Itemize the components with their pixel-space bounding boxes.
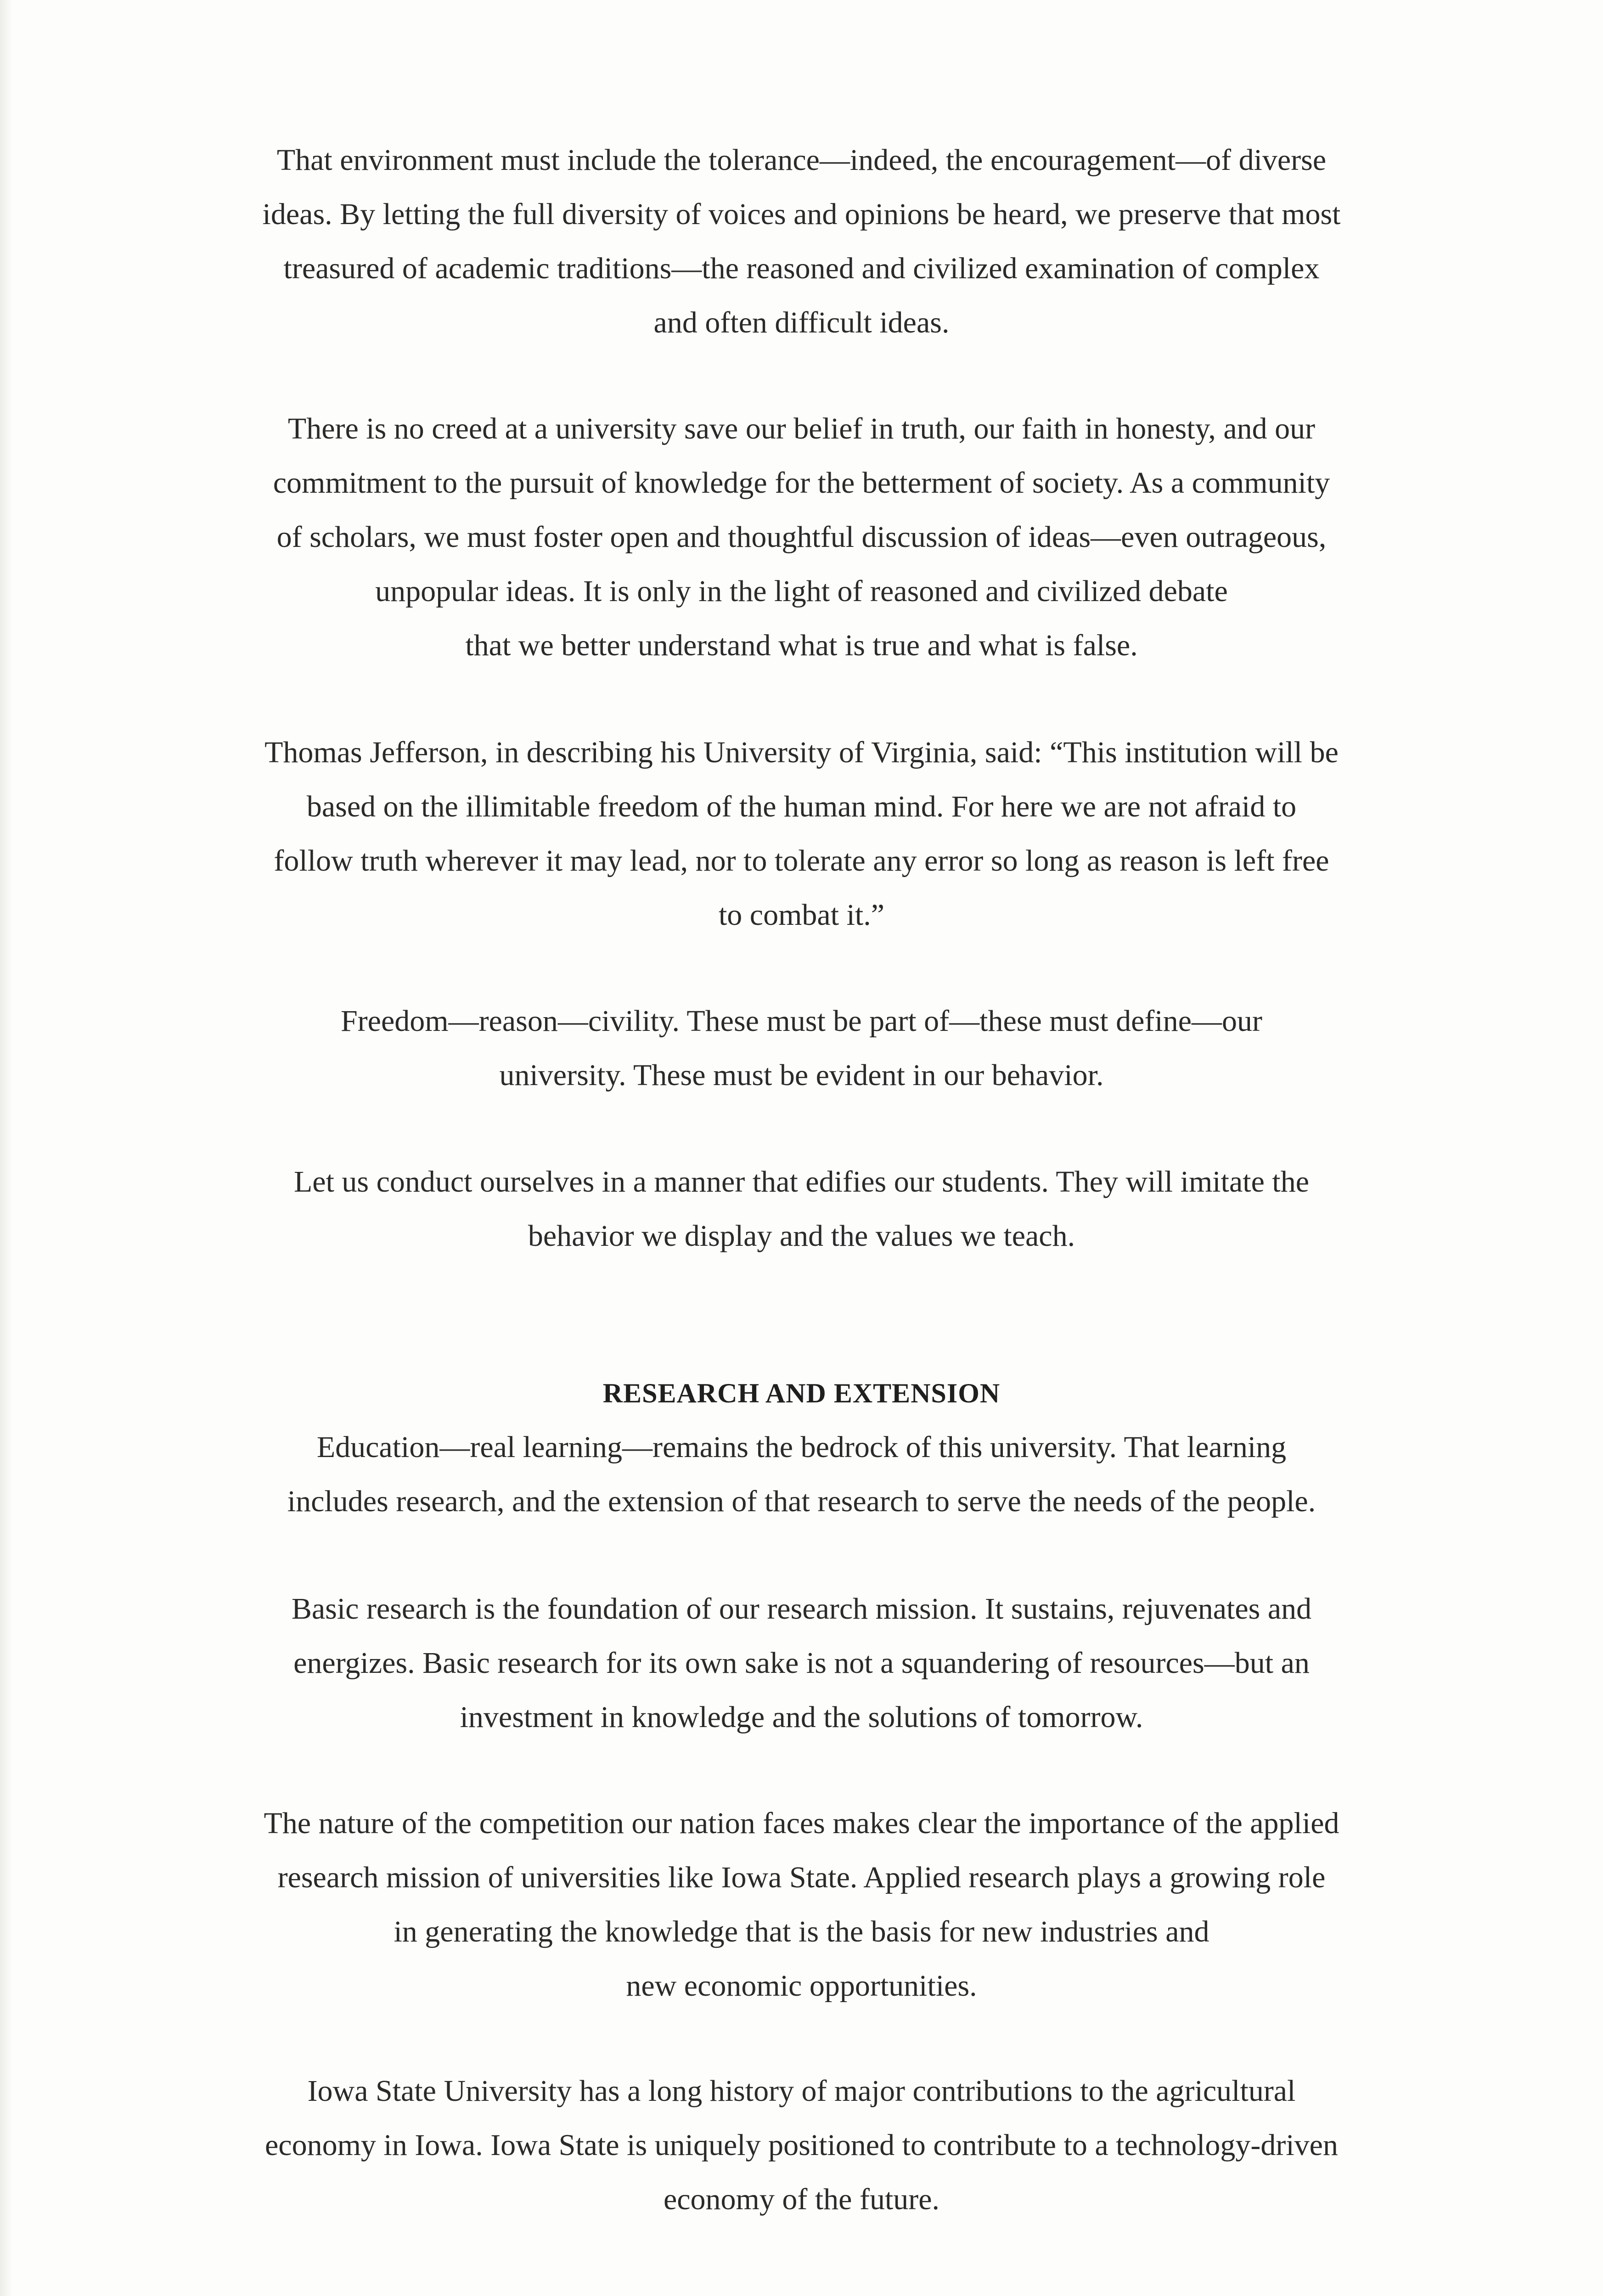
- paragraph-applied-research: The nature of the competition our nation faces makes clear the importance of the applied research mission of universities like Iowa State. Applied research plays a growing role in generating the knowledge that is the basis for new industries and new economic opportunities.: [264, 1806, 1339, 2003]
- page-edge-shadow: [0, 0, 12, 2296]
- paragraph-jefferson-quote: Thomas Jefferson, in describing his University of Virginia, said: “This institution will be based on the illimitable freedom of the human mind. For here we are not afraid to follow truth wherever it may lead, nor to tolerate any error so long as reason is left free to combat it.”: [264, 736, 1339, 932]
- section-heading-research-extension: RESEARCH AND EXTENSION: [602, 1378, 1001, 1408]
- paragraph-diverse-ideas: That environment must include the tolerance—indeed, the encouragement—of diverse ideas. By letting the full diversity of voices and opinions be heard, we preserve that most treasured of academic traditions—the reasoned and civilized examination of complex and often difficult ideas.: [262, 143, 1341, 339]
- paragraph-conduct: Let us conduct ourselves in a manner that edifies our students. They will imitate the behavior we display and the values we teach.: [293, 1165, 1310, 1253]
- paragraph-freedom-reason-civility: Freedom—reason—civility. These must be part of—these must define—our university. These must be evident in our behavior.: [340, 1004, 1263, 1092]
- paragraph-no-creed: There is no creed at a university save our belief in truth, our faith in honesty, and our commitment to the pursuit of knowledge for the betterment of society. As a community of scholars, we must foster open and thoughtful discussion of ideas—even outrageous, unpopular ideas. It is only in the light of reasoned and civilized debate that we better understand what is true and what is false.: [273, 412, 1330, 662]
- paragraph-basic-research: Basic research is the foundation of our research mission. It sustains, rejuvenates and energizes. Basic research for its own sake is not a squandering of resources—but an investment in knowledge and the solutions of tomorrow.: [291, 1592, 1312, 1734]
- paragraph-iowa-state-history: Iowa State University has a long history of major contributions to the agricultural economy in Iowa. Iowa State is uniquely positioned to contribute to a technology-driven economy of the future.: [265, 2074, 1338, 2216]
- paragraph-education: Education—real learning—remains the bedrock of this university. That learning includes research, and the extension of that research to serve the needs of the people.: [287, 1430, 1316, 1518]
